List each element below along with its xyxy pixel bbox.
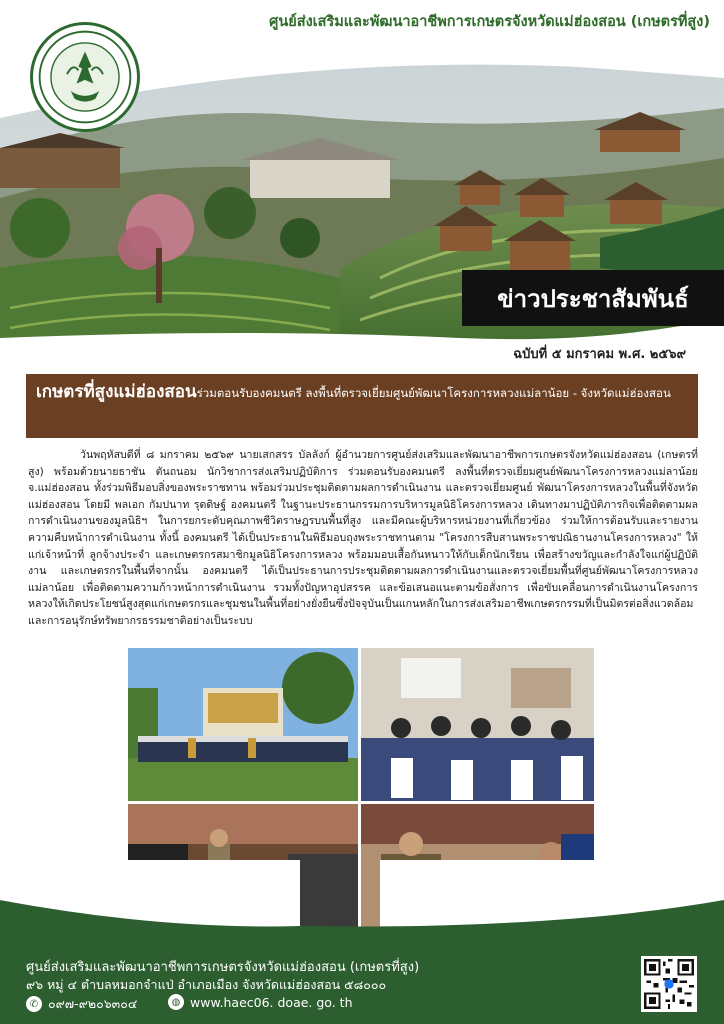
footer-address: ๙๖ หมู่ ๔ ตำบลหมอกจำแป่ อำเภอเมือง จังหวัดแม่ฮ่องสอน ๕๘๐๐๐ [26,977,387,992]
footer-website [168,994,353,1010]
doae-seal-logo [30,22,140,132]
phone-number: ๐๙๗-๙๒๐๖๓๐๔ [48,996,138,1011]
footer-phone [26,994,137,1014]
photo-group-ceremony [128,648,358,801]
phone-icon: ✆ [26,996,42,1012]
headline-sub: ร่วมตอนรับองคมนตรี ลงพื้นที่ตรวจเยี่ยมศูนย์พัฒนาโครงการหลวงแม่ลาน้อย - จังหวัดแม่ฮ่องสอน [196,386,671,400]
header-title: ศูนย์ส่งเสริมและพัฒนาอาชีพการเกษตรจังหวัดแม่ฮ่องสอน (เกษตรที่สูง) [269,14,710,30]
qr-code[interactable] [641,956,697,1012]
headline-main: เกษตรที่สูงแม่ฮ่องสอน [36,382,197,402]
headline-box [26,374,698,438]
globe-icon: ◍ [168,994,184,1010]
photo-meeting-room [361,648,594,801]
issue-number: ฉบับที่ ๕ มกราคม พ.ศ. ๒๕๖๙ [513,347,686,362]
seal-emblem-icon [33,25,137,129]
footer-organization: ศูนย์ส่งเสริมและพัฒนาอาชีพการเกษตรจังหวัดแม่ฮ่องสอน (เกษตรที่สูง) [26,960,420,975]
article-body: วันพฤหัสบดีที่ ๘ มกราคม ๒๕๖๙ นายเสกสรร บัลลังก์ ผู้อำนวยการศูนย์ส่งเสริมและพัฒนาอาชีพการเกษตรจังหวัดแม่ฮ่องสอน (เกษตรที่สูง) พร้อมด้วยนายธาชัน ตันถนอม นักวิชาการส่งเสริมปฏิบัติการ ร่วมตอนรับองคมนตรี ลงพื้นที่ตรวจเยี่ยมศูนย์พัฒนาโครงการหลวงแม่ลาน้อย จ.แม่ฮ่องสอน ทั้งร่วมพิธีมอบสิ่งของพระราชทาน พร้อมร่วมประชุมติดตามผลการดำเนินงาน และตรวจเยี่ยมศูนย์ พัฒนาโครงการหลวงในพื้นที่จังหวัดแม่ฮ่องสอน โดยมี พลเอก กัมปนาท รุดดิษฐ์ องคมนตรี ในฐานะประธานกรรมการบริหารมูลนิธิโครงการหลวง เดินทางมาปฏิบัติภารกิจเพื่อติดตามผลการดำเนินงานของมูลนิธิฯ ในการยกระดับคุณภาพชีวิตราษฎรบนพื้นที่สูง และมีคณะผู้บริหารหน่วยงานที่เกี่ยวข้อง ร่วมให้การต้อนรับและรายงานความคืบหน้าการดำเนินงาน ทั้งนี้ องคมนตรี ได้เป็นประธานในพิธีมอบถุงพระราชทานตาม "โครงการสืบสานพระราชปณิธานงานโครงการหลวง" ให้แก่เจ้าหน้าที่ ลูกจ้างประจำ และเกษตรกรสมาชิกมูลนิธิโครงการหลวง พร้อมมอบเสื้อกันหนาวให้กับเด็กนักเรียน เพื่อสร้างขวัญและกำลังใจแก่ผู้ปฏิบัติงาน และเกษตรกรในพื้นที่จากนั้น องคมนตรี ได้เป็นประธานการประชุมติดตามผลการดำเนินงานและตรวจเยี่ยมพื้นที่ศูนย์พัฒนาโครงการหลวงแม่ลาน้อย เพื่อติดตามความก้าวหน้าการดำเนินงาน รวมทั้งปัญหาอุปสรรค และข้อเสนอแนะตามข้อสั่งการ เพื่อขับเคลื่อนการดำเนินงานโครงการหลวงให้เกิดประโยชน์สูงสุดแก่เกษตรกรและชุมชนในพื้นที่อย่างยั่งยืนซึ่งปัจจุบันเป็นแกนหลักในการส่งเสริมอาชีพเกษตรกรรมที่เป็นมิตรต่อสิ่งแวดล้อมและการอนุรักษ์ทรัพยากรธรรมชาติอย่างเป็นระบบ [28,449,698,627]
qr-code-icon [644,959,694,1009]
website-url: www.haec06. doae. go. th [190,994,353,1010]
press-release-banner: ข่าวประชาสัมพันธ์ [462,270,724,326]
